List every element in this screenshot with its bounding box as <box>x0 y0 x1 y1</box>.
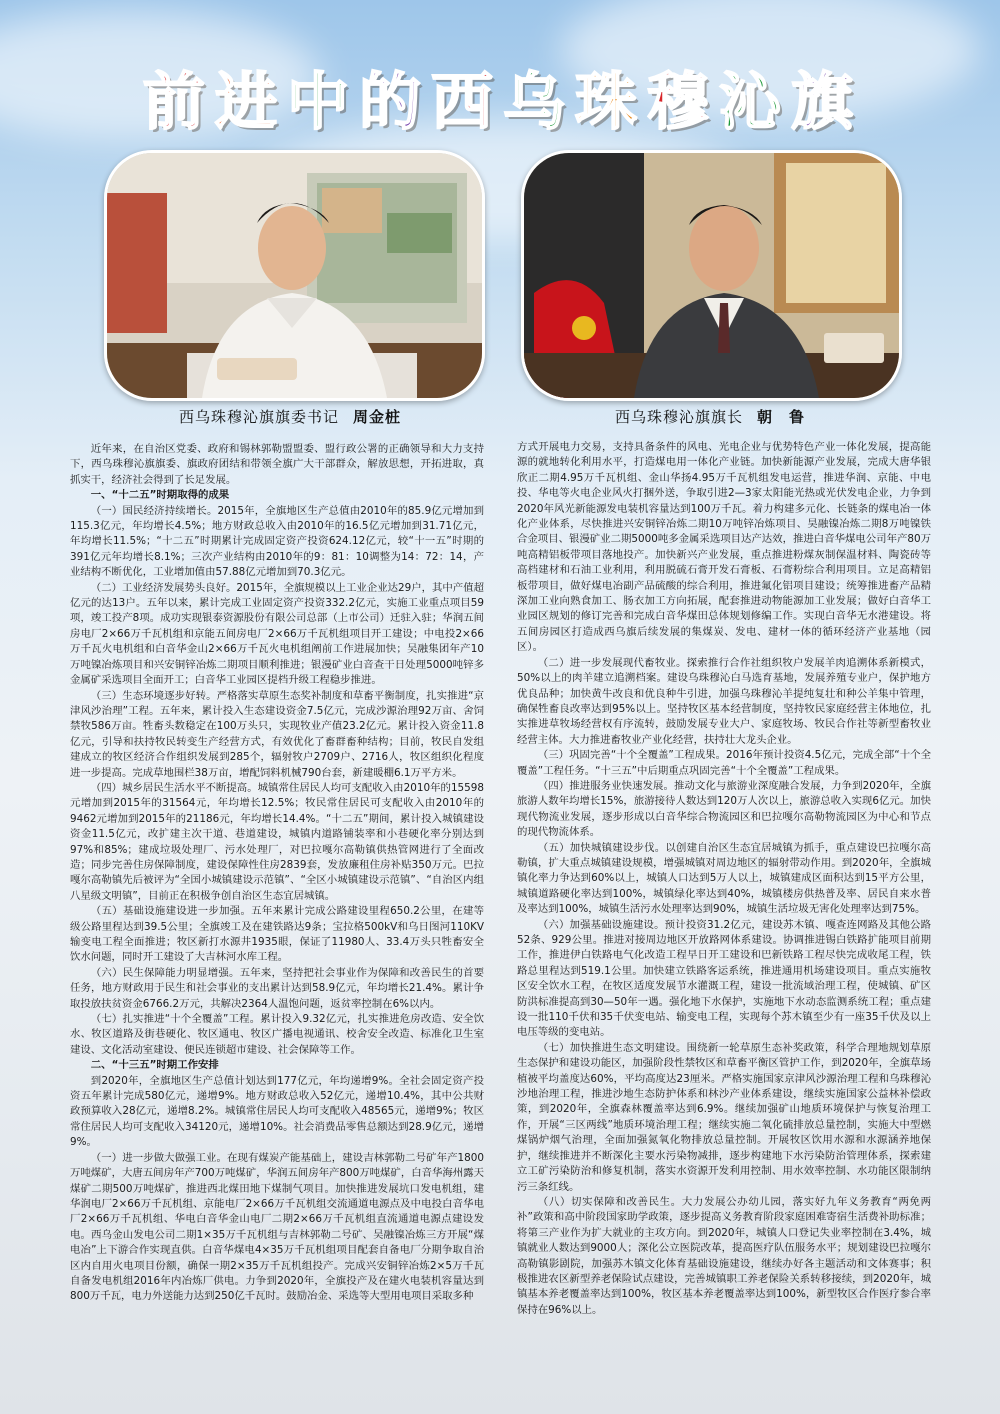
article-paragraph: （五）加快城镇建设步伐。以创建自治区生态宜居城镇为抓手，重点建设巴拉嘎尔高勒镇，扩大重点城镇建设规模，增强城镇对周边地区的辐射带动作用。到2020年，全旗城镇化率力争达到60%以上，城镇人口达到5万人以上，城镇建成区面积达到15平方公里，城镇道路硬化率达到100%，城镇绿化率达到40%，城镇楼房供热普及率、居民自来水普及率达到100%，城镇生活污水处理率达到90%，城镇生活垃圾无害化处理率达到75%。 <box>517 841 931 916</box>
caption-right-role: 西乌珠穆沁旗旗长 <box>614 408 743 426</box>
caption-left-name: 周金桩 <box>353 408 402 426</box>
article-paragraph: （二）进一步发展现代畜牧业。探索推行合作社组织牧户发展羊肉追溯体系新模式，50%以上的肉羊建立追溯档案。建设乌珠穆沁白马选育基地，发展养殖专业户，保护地方优良品种；加快黄牛改良和优良种牛引进，加强乌珠穆沁羊提纯复壮和种公羊集中管理，确保牲畜良改率达到95%以上。坚持牧区基本经营制度，坚持牧民家庭经营主体地位，扎实推进草牧场经营权有序流转，鼓励发展专业大户、家庭牧场、牧民合作社等新型畜牧业经营主体。大力推进畜牧业产业化经营，扶持壮大龙头企业。 <box>517 656 931 746</box>
title-character: 穆 <box>647 64 714 138</box>
title-character: 进 <box>214 64 281 138</box>
article-paragraph: （六）加强基础设施建设。预计投资31.2亿元，建设苏木镇、嘎查连网路及其他公路52条、929公里。推进对接周边地区开放路网体系建设。协调推进锡白铁路扩能项目前期工作，推进伊白铁路电气化改造工程早日开工建设和巴新铁路工程尽快完成收尾工程，铁路总里程达到519.1公里。加快建立铁路客运系统，推进通用机场建设项目。重点实施牧区安全饮水工程，在牧区适度发展节水灌溉工程，建设一批流域治理工程，使城镇、矿区防洪标准提高到30—50年一遇。强化地下水保护，实施地下水动态监测系统工程；重点建设一批110千伏和35千伏变电站、输变电工程，实现每个苏木镇至少有一座35千伏及以上电压等级的变电站。 <box>517 918 931 1039</box>
page-title <box>0 60 1000 138</box>
title-character: 珠 <box>575 64 642 138</box>
article-paragraph: （三）生态环境逐步好转。严格落实草原生态奖补制度和草畜平衡制度，扎实推进“京津风沙治理”工程。五年来，累计投入生态建设资金7.5亿元，完成沙源治理92万亩、舍饲禁牧586万亩。牲畜头数稳定在100万头只，实现牧业产值23.2亿元。累计投入资金11.8亿元，引导和扶持牧民转变生产经营方式，有效优化了畜群畜种结构；目前，牧民自发组建成立的牧区经济合作组织发展到285个，辐射牧户2709户、2716人，牧区组织化程度进一步提高。完成草地围栏38万亩，增配饲料机械790台套，新建暖棚6.1万平方米。 <box>70 689 484 779</box>
section-heading: 一、“十二五”时期取得的成果 <box>90 489 230 502</box>
portrait-illustration <box>107 153 482 398</box>
article-paragraph: （五）基础设施建设进一步加强。五年来累计完成公路建设里程650.2公里，在建等级公路里程达到39.5公里；全旗竣工及在建铁路达9条；宝拉格500kV和乌日图河110KV输变电工程全面推进；牧区新打水源井1935眼，保证了11980人、33.4万头只牲畜安全饮水问题，同时开工建设了大吉林河水库工程。 <box>70 905 484 964</box>
title-character: 的 <box>358 64 425 138</box>
caption-left <box>80 406 500 427</box>
photo-party-secretary <box>104 150 485 401</box>
caption-right <box>500 406 920 427</box>
title-character: 旗 <box>791 64 858 138</box>
article-paragraph: （一）进一步做大做强工业。在现有煤炭产能基础上，建设吉林郭勒二号矿年产1800万吨煤矿，大唐五间房年产700万吨煤矿，华润五间房年产800万吨煤矿，白音华海州露天煤矿二期500万吨煤矿，推进西北煤田地下煤制气项目。加快推进发展坑口发电机组，建华润电厂2×66万千瓦机组、京能电厂2×66万千瓦机组交流通道电源点及中电投白音华电厂2×66万千瓦机组、华电白音华金山电厂二期2×66万千瓦机组直流通道电源点建设发电。西乌金山发电公司二期1×35万千瓦机组与吉林郭勒二号矿、吴融镍冶炼三方开展“煤电冶”上下游合作实现直供。白音华煤电4×35万千瓦机组项目配套自备电厂分期争取自治区内自用火电项目份额，确保一期2×35万千瓦机组投产。完成兴安铜锌冶炼2×5万千瓦自备发电机组2016年内冶炼厂供电。力争到2020年，全旗投产及在建火电装机容量达到800万千瓦，电力外送能力达到250亿千瓦时。鼓励冶金、采选等大型用电项目采取多种 <box>70 1151 484 1303</box>
article-paragraph: （二）工业经济发展势头良好。2015年，全旗规模以上工业企业达29户，其中产值超亿元的达13户。五年以来，累计完成工业固定资产投资332.2亿元，实施工业重点项目59项，竣工投产8项。成功实现银泰资源股份有限公司总部（上市公司）迁驻入驻；华润五间房电厂2×66万千瓦机组和京能五间房电厂2×66万千瓦机组项目开工建设；中电投2×66万千瓦火电机组和白音华金山2×66万千瓦火电机组阐前工作进展加快；吴融集团年产10万吨镍冶炼项目和兴安铜锌冶炼二期项目顺利推进；银漫矿业白音查干日处理5000吨锌多金属矿采选项目全面开工；白音华工业园区提档升级工程稳步推进。 <box>70 581 484 687</box>
title-character: 中 <box>286 64 353 138</box>
article-paragraph: （三）巩固完善“十个全覆盖”工程成果。2016年预计投资4.5亿元，完成全部“十个全覆盖”工程任务。“十三五”中后期重点巩固完善“十个全覆盖”工程成果。 <box>517 749 931 777</box>
article-paragraph: （六）民生保障能力明显增强。五年来，坚持把社会事业作为保障和改善民生的首要任务，地方财政用于民生和社会事业的支出累计达到58.9亿元，年均增长21.4%。累计争取投放扶贫资金6766.2万元，共解决2364人温饱问题，返贫率控制在6%以内。 <box>70 966 484 1010</box>
caption-right-name: 朝 鲁 <box>757 408 806 426</box>
section-heading: 二、“十三五”时期工作安排 <box>90 1059 219 1072</box>
article-column-left <box>70 442 484 1414</box>
article-paragraph: （一）国民经济持续增长。2015年，全旗地区生产总值由2010年的85.9亿元增加到115.3亿元，年均增长4.5%；地方财政总收入由2010年的16.5亿元增加到31.71亿元，年均增长11.5%；“十二五”时期累计完成固定资产投资624.12亿元，较“十一五”时期的391亿元年均增长8.1%；三次产业结构由2010年的9：81：10调整为14：72：14，产业结构不断优化，工业增加值由57.88亿元增加到70.3亿元。 <box>70 504 484 579</box>
portrait-illustration <box>524 153 899 398</box>
article-paragraph: （七）扎实推进“十个全覆盖”工程。累计投入9.32亿元，扎实推进危房改造、安全饮水、牧区道路及街巷硬化、牧区通电、牧区广播电视通讯、校舍安全改造、标准化卫生室建设、文化活动室建设、便民连锁超市建设、社会保障等工作。 <box>70 1013 484 1056</box>
title-character: 前 <box>142 64 209 138</box>
article-paragraph: （四）城乡居民生活水平不断提高。城镇常住居民人均可支配收入由2010年的15598元增加到2015年的31564元，年均增长12.5%；牧民常住居民可支配收入由2010年的9462元增加到2015年的21186元，年均增长14.4%。“十二五”期间，累计投入城镇建设资金11.5亿元，改扩建主次干道、巷道建设，城镇内道路铺装率和小巷硬化率分别达到97%和85%；建成垃圾处理厂、污水处理厂，对巴拉嘎尔高勒镇供热管网进行了全面改造；同步完善住房保障制度，建设保障性住房2839套，发放廉租住房补贴350万元。巴拉嘎尔高勒镇先后被评为“全国小城镇建设示范镇”、“全区小城镇建设示范镇”、“自治区内组八星级文明镇”，目前正在积极争创自治区生态宜居城镇。 <box>70 781 484 902</box>
article-paragraph: 方式开展电力交易，支持具备条件的风电、光电企业与优势特色产业一体化发展，提高能源的就地转化利用水平，打造煤电用一体化产业链。加快新能源产业发展，完成大唐华银欣正二期4.95万千瓦机组、金山华扬4.95万千瓦机组发电运营，推进华润、京能、中电投、华电等火电企业风火打捆外送，争取引进2—3家太阳能光热或光伏发电企业，力争到2020年风光新能源发电装机容量达到100万千瓦。着力构建多元化、长链条的煤电冶一体化产业体系，尽快推进兴安铜锌冶炼二期10万吨锌冶炼项目、昊融镍冶炼二期8万吨镍铁合金项目、银漫矿业二期5000吨多金属采选项目达产达效，推进白音华煤电公司年产80万吨高精铝板带项目落地投产。加快新兴产业发展，重点推进粉煤灰制保温材料、陶瓷砖等高档建材和石油工业利用，利用脱硫石膏开发石膏板、石膏粉综合利用项目。立足高精铝板带项目，做好煤电冶副产品硫酸的综合利用，推进氟化铝项目建设；统筹推进畜产品精深加工业向熟食加工、肠衣加工方向拓展，配套推进动物能源加工业发展；做好白音华工业园区规划的修订完善和完成白音华煤田总体规划修编工作。实现白音华无水港建设。将五间房园区打造成西乌旗后续发展的集煤炭、发电、建材一体的循环经济产业基地（园区）。 <box>517 441 931 654</box>
article-column-right <box>517 440 931 1414</box>
article-paragraph: （八）切实保障和改善民生。大力发展公办幼儿园，落实好九年义务教育“两免两补”政策和高中阶段国家助学政策，逐步提高义务教育阶段家庭困难寄宿生活费补助标准；将第三产业作为扩大就业的主攻方向。到2020年，城镇人口登记失业率控制在3.4%，城镇就业人数达到9000人；深化公立医院改革，提高医疗队伍服务水平；规划建设巴拉嘎尔高勒镇影剧院，加强苏木镇文化体育基础设施建设，继续办好各主题活动和文体赛事；积极推进农区新型养老保险试点建设，完善城镇职工养老保险关系转移接续，到2020年，城镇基本养老覆盖率达到100%，牧区基本养老覆盖率达到100%，新型牧区合作医疗参合率保持在96%以上。 <box>517 1195 931 1316</box>
article-paragraph: 近年来，在自治区党委、政府和锡林郭勒盟盟委、盟行政公署的正确领导和大力支持下，西乌珠穆沁旗旗委、旗政府团结和带领全旗广大干部群众，解放思想，开拓进取，真抓实干，经济社会得到了长足发展。 <box>70 443 484 486</box>
title-character: 西 <box>430 64 497 138</box>
caption-left-role: 西乌珠穆沁旗旗委书记 <box>178 408 339 426</box>
article-paragraph: （七）加快推进生态文明建设。围绕新一轮草原生态补奖政策，科学合理地规划草原生态保护和建设功能区，加强阶段性禁牧区和草畜平衡区管护工作，到2020年，全旗草场植被平均盖度达60%，平均高度达23厘米。严格实施国家京津风沙源治理工程和乌珠穆沁沙地治理工程，推进沙地生态防护体系和林沙产业体系建设，继续实施国家公益林补偿政策，到2020年，全旗森林覆盖率达到6.9%。继续加强矿山地质环境保护与恢复治理工作，开展“三区两线”地质环境治理工程；继续实施二氧化硫排放总量控制，实施大中型燃煤锅炉烟气治理，全面加强氮氧化物排放总量控制。开展牧区饮用水源和水源涵养地保护，继续推进并不断深化主要水污染物减排，逐步构建地下水污染防治管理体系，探索建立工矿污染防治和修复机制，落实水资源开发利用控制、用水效率控制、水功能区限制纳污三条红线。 <box>517 1041 931 1193</box>
title-character: 沁 <box>719 64 786 138</box>
title-character: 乌 <box>503 64 570 138</box>
article-paragraph: 到2020年，全旗地区生产总值计划达到177亿元，年均递增9%。全社会固定资产投资五年累计完成580亿元，递增9%。地方财政总收入52亿元，递增10.4%，其中公共财政预算收入28亿元，递增8.2%。城镇常住居民人均可支配收入48565元，递增9%；牧区常住居民人均可支配收入34120元，递增10%。社会消费品零售总额达到28.9亿元，递增9%。 <box>70 1074 484 1149</box>
article-paragraph: （四）推进服务业快速发展。推动文化与旅游业深度融合发展，力争到2020年，全旗旅游人数年均增长15%，旅游接待人数达到120万人次以上，旅游总收入实现6亿元。加快现代物流业发展，逐步形成以白音华综合物流园区和巴拉嘎尔高勒物流园区为中心和节点的现代物流体系。 <box>517 779 931 839</box>
photo-banner-head <box>521 150 902 401</box>
